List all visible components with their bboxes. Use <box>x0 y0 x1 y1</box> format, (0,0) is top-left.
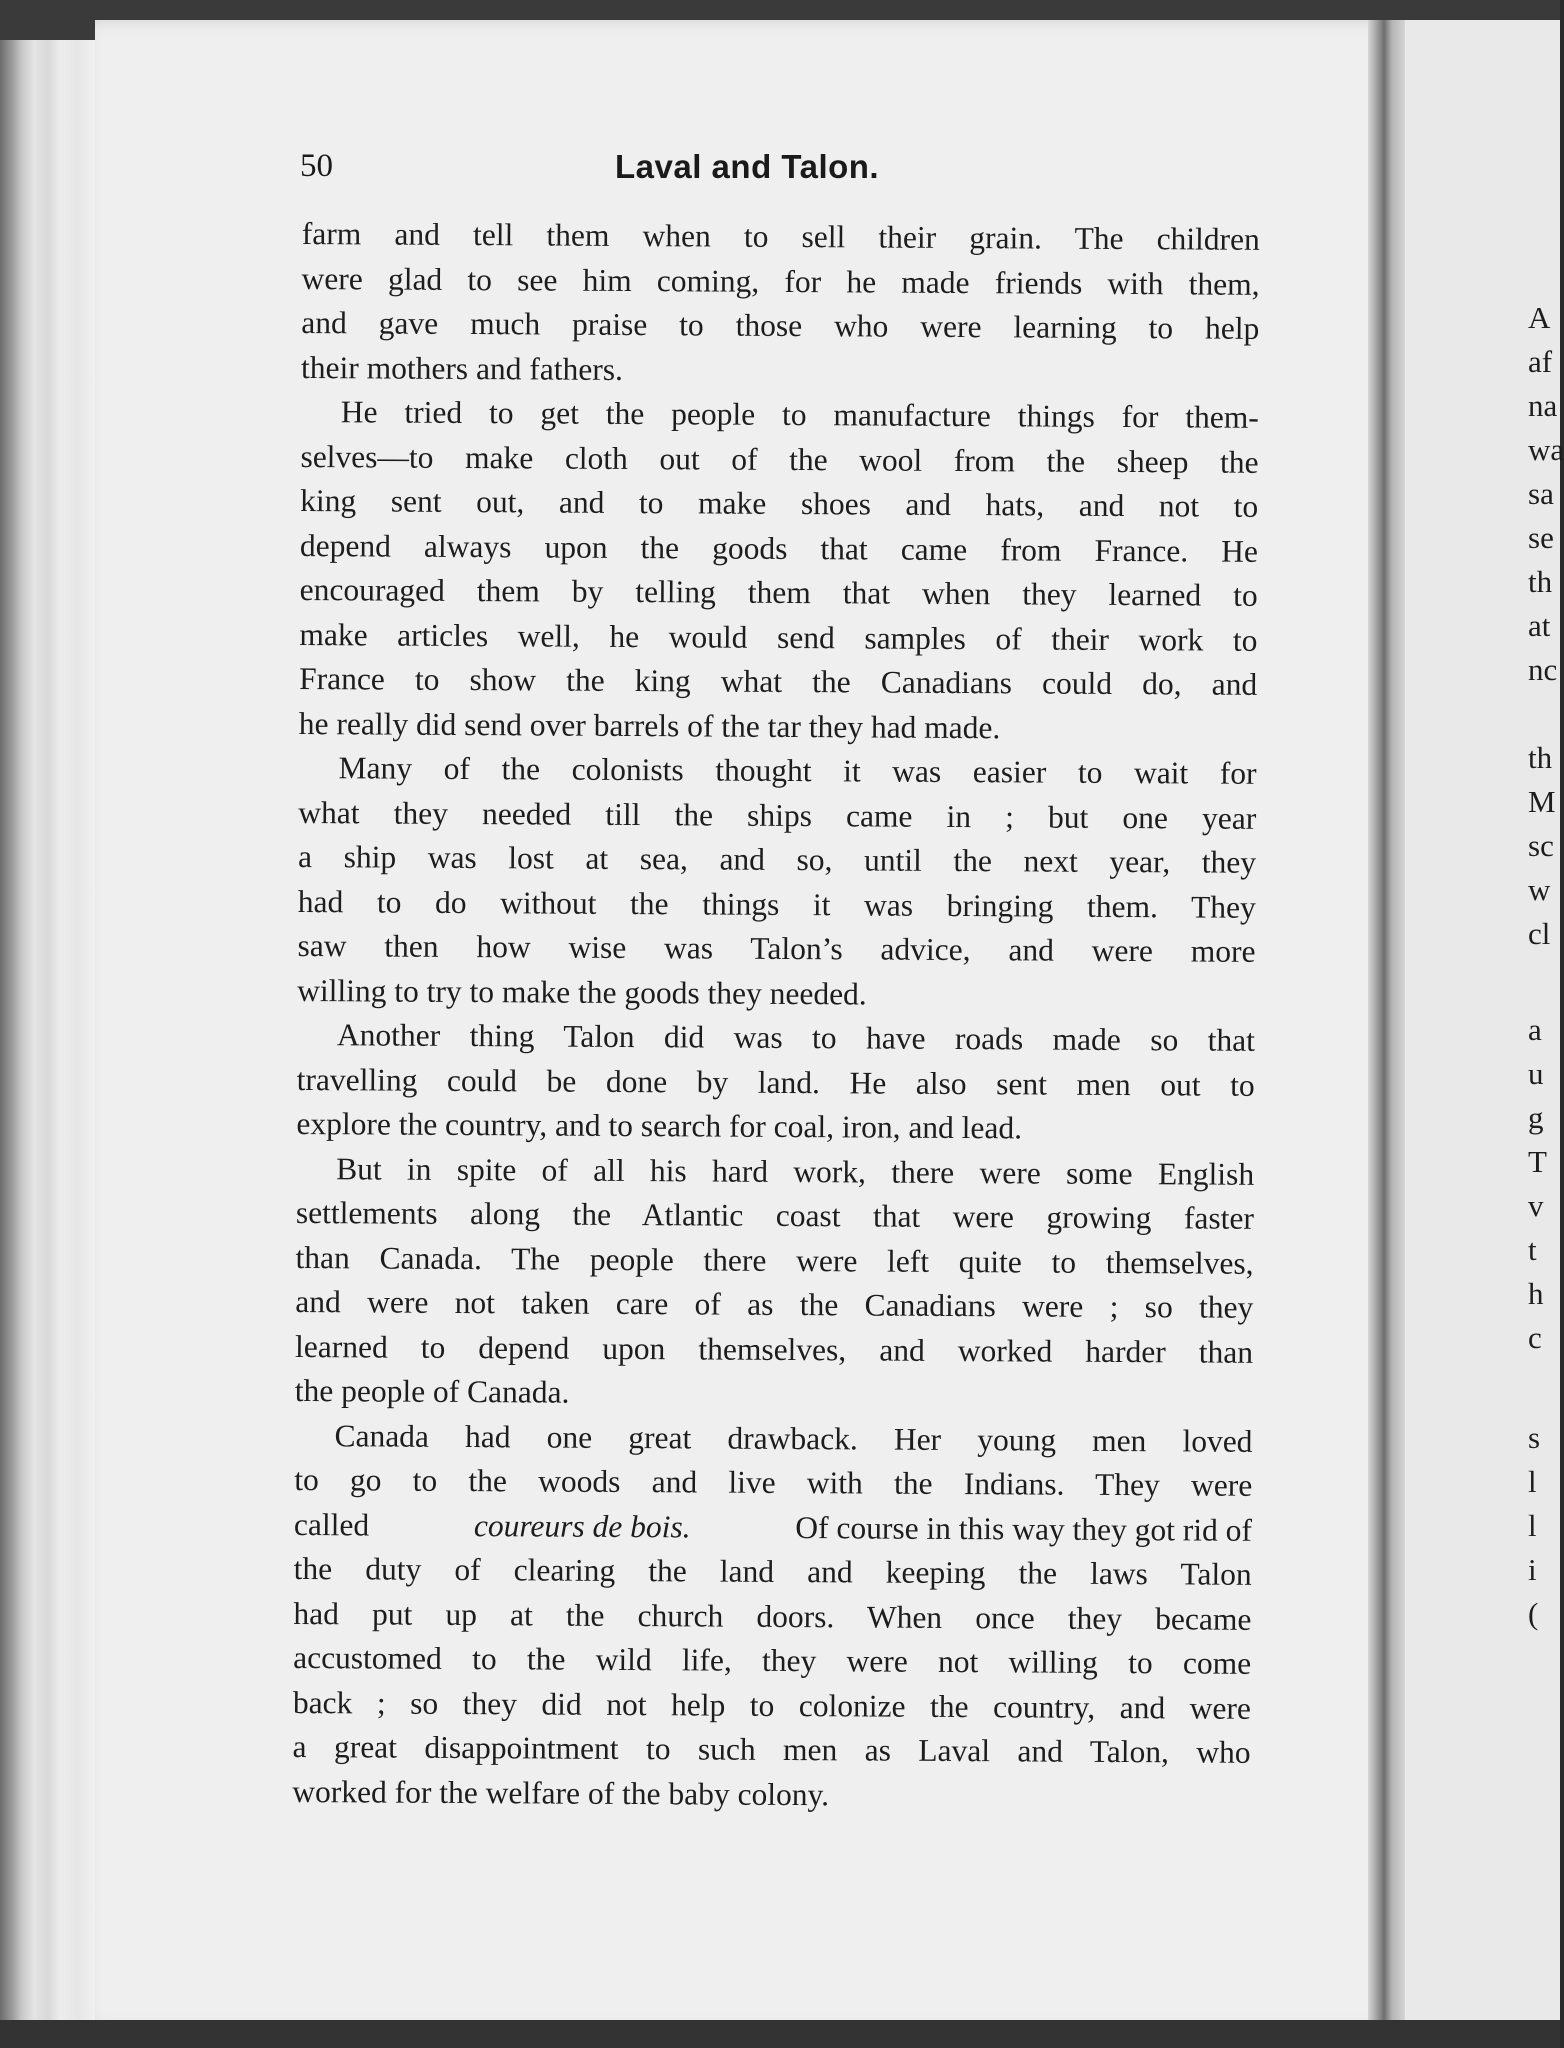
fragment: w <box>1528 872 1551 907</box>
fragment: M <box>1528 784 1556 819</box>
text-line: had put up at the church doors. When once they became <box>293 1595 1252 1637</box>
text-line: a great disappointment to such men as Laval and Talon, who <box>292 1728 1251 1770</box>
text-line: Another thing Talon did was to have roads made so that <box>336 1017 1256 1058</box>
text-line: back ; so they did not help to colonize the country, and were <box>292 1684 1251 1726</box>
text-line: make articles well, he would send samples of their work to <box>299 616 1258 658</box>
text-line: had to do without the things it was bringing them. They <box>297 883 1256 925</box>
fragment: a <box>1528 1012 1542 1047</box>
fragment: na <box>1528 388 1558 423</box>
page-number: 50 <box>300 148 333 184</box>
text-line: than Canada. The people there were left quite to themselves, <box>295 1239 1254 1281</box>
text-line: saw then how wise was Talon’s advice, and were more <box>297 927 1256 969</box>
fragment: se <box>1528 520 1554 555</box>
text-line: Canada had one great drawback. Her young men loved <box>334 1417 1253 1459</box>
fragment: c <box>1528 1320 1542 1355</box>
text-line: farm and tell them when to sell their grain. The children <box>301 215 1260 257</box>
fragment: ( <box>1528 1596 1539 1631</box>
fragment: i <box>1528 1552 1537 1587</box>
fragment: cl <box>1528 916 1551 951</box>
text-line: to go to the woods and live with the Indians. They were <box>294 1461 1253 1503</box>
text-line: He tried to get the people to manufacture things for them- <box>340 394 1259 435</box>
text-line: the duty of clearing the land and keeping the laws Talon <box>293 1550 1252 1592</box>
text-line: were glad to see him coming, for he made friends with them, <box>301 260 1260 302</box>
text-segment: called <box>293 1506 370 1542</box>
text-line: learned to depend upon themselves, and worked harder than <box>294 1328 1254 1370</box>
page-edges <box>0 40 110 2030</box>
fragment: wa <box>1528 432 1564 467</box>
text-line: he really did send over barrels of the tar they had made. <box>298 705 1001 745</box>
text-line: their mothers and fathers. <box>300 349 624 387</box>
fragment: th <box>1528 740 1553 775</box>
fragment: l <box>1528 1464 1537 1499</box>
fragment: th <box>1528 564 1553 599</box>
fragment: h <box>1528 1276 1544 1311</box>
fragment: t <box>1528 1232 1537 1267</box>
fragment: at <box>1528 608 1551 643</box>
text-line: But in spite of all his hard work, there were some English <box>336 1150 1255 1192</box>
fragment: v <box>1528 1188 1544 1223</box>
body-text <box>292 212 1260 1820</box>
fragment: u <box>1528 1056 1544 1091</box>
text-line: travelling could be done by land. He also sent men out to <box>296 1061 1255 1103</box>
text-line: Many of the colonists thought it was easier to wait for <box>338 750 1257 791</box>
fragment: sc <box>1528 828 1554 863</box>
text-line: and were not taken care of as the Canadians were ; so they <box>295 1283 1254 1325</box>
text-line: a ship was lost at sea, and so, until the next year, they <box>297 838 1257 880</box>
running-head <box>300 148 1260 188</box>
text-line: selves—to make cloth out of the wool from the sheep the <box>300 438 1259 480</box>
text-line: accustomed to the wild life, they were not willing to come <box>293 1639 1252 1681</box>
fragment: s <box>1528 1420 1541 1455</box>
fragment: g <box>1528 1100 1544 1135</box>
text-line: worked for the welfare of the baby colony. <box>292 1773 830 1812</box>
fragment: T <box>1528 1144 1547 1179</box>
text-line: settlements along the Atlantic coast that were growing faster <box>295 1194 1254 1236</box>
text-line: France to show the king what the Canadians could do, and <box>299 660 1258 702</box>
bottom-edge <box>0 2020 1560 2048</box>
fragment: sa <box>1528 476 1554 511</box>
text-line-mixed <box>294 1502 1252 1552</box>
text-line: explore the country, and to search for coal, iron, and lead. <box>296 1105 1023 1146</box>
text-line: king sent out, and to make shoes and hats, and not to <box>300 482 1259 524</box>
text-line: the people of Canada. <box>294 1372 570 1410</box>
italic-phrase: coureurs de bois. <box>473 1507 691 1544</box>
right-page-fragments <box>1528 300 1564 1750</box>
text-line: depend always upon the goods that came from France. He <box>299 527 1259 569</box>
text-line: and gave much praise to those who were learning to help <box>301 304 1260 346</box>
page-title: Laval and Talon. <box>615 148 880 185</box>
text-line: willing to try to make the goods they needed. <box>297 972 867 1011</box>
fragment: l <box>1528 1508 1537 1543</box>
text-line: what they needed till the ships came in ; but one year <box>298 794 1257 836</box>
book-gutter <box>1368 20 1408 2030</box>
text-line: encouraged them by telling them that when they learned to <box>299 571 1258 613</box>
fragment: af <box>1528 344 1553 379</box>
text-segment: Of course in this way they got rid of <box>795 1509 1253 1548</box>
fragment: A <box>1528 300 1551 335</box>
fragment: nc <box>1528 652 1558 687</box>
